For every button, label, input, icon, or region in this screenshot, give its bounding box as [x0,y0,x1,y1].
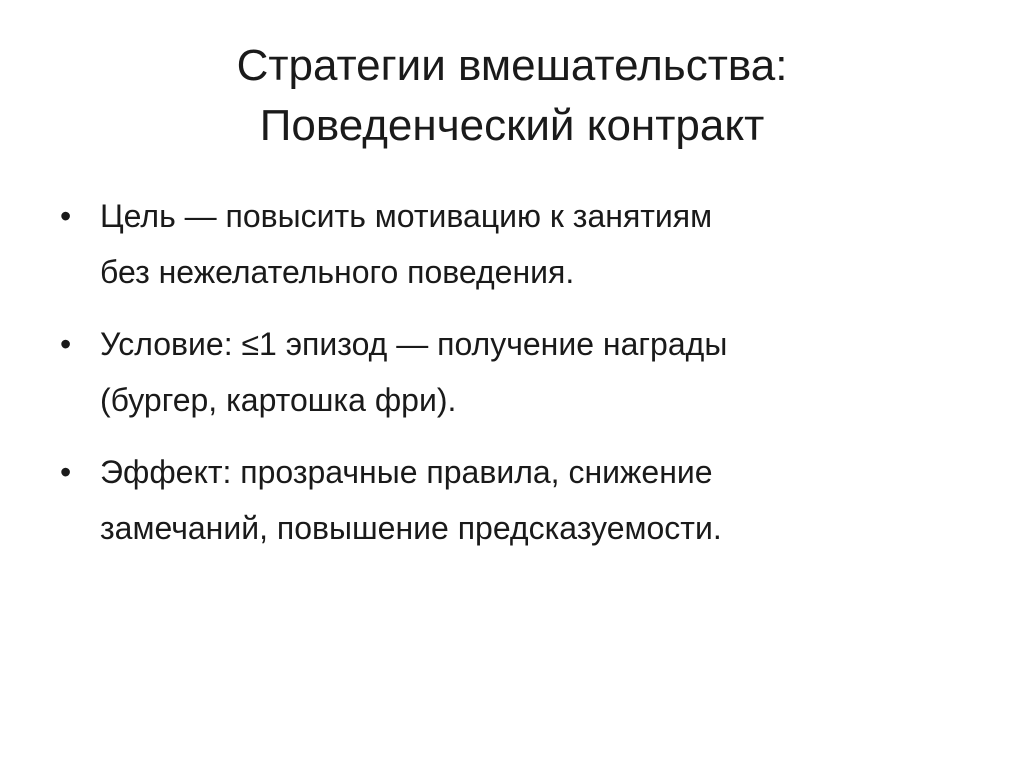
bullet-list [60,188,940,572]
bullet-dot-icon: • [60,326,72,362]
slide-title [60,36,964,156]
bullet-condition-line-2: (бургер, картошка фри). [100,382,457,418]
bullet-goal-line-1: Цель — повысить мотивацию к занятиям [100,198,713,234]
bullet-condition-line-1: Условие: ≤1 эпизод — получение награды [100,326,728,362]
slide-title-line-2: Поведенческий контракт [259,101,765,150]
slide-title-line-1: Стратегии вмешательства: [236,41,788,90]
bullet-effect-line-2: замечаний, повышение предсказуемости. [100,510,722,546]
bullet-dot-icon: • [60,454,72,490]
bullet-effect-line-1: Эффект: прозрачные правила, снижение [100,454,713,490]
bullet-item-condition [60,316,940,428]
bullet-dot-icon: • [60,198,72,234]
bullet-item-effect [60,444,940,556]
bullet-goal-line-2: без нежелательного поведения. [100,254,575,290]
bullet-item-goal [60,188,940,300]
